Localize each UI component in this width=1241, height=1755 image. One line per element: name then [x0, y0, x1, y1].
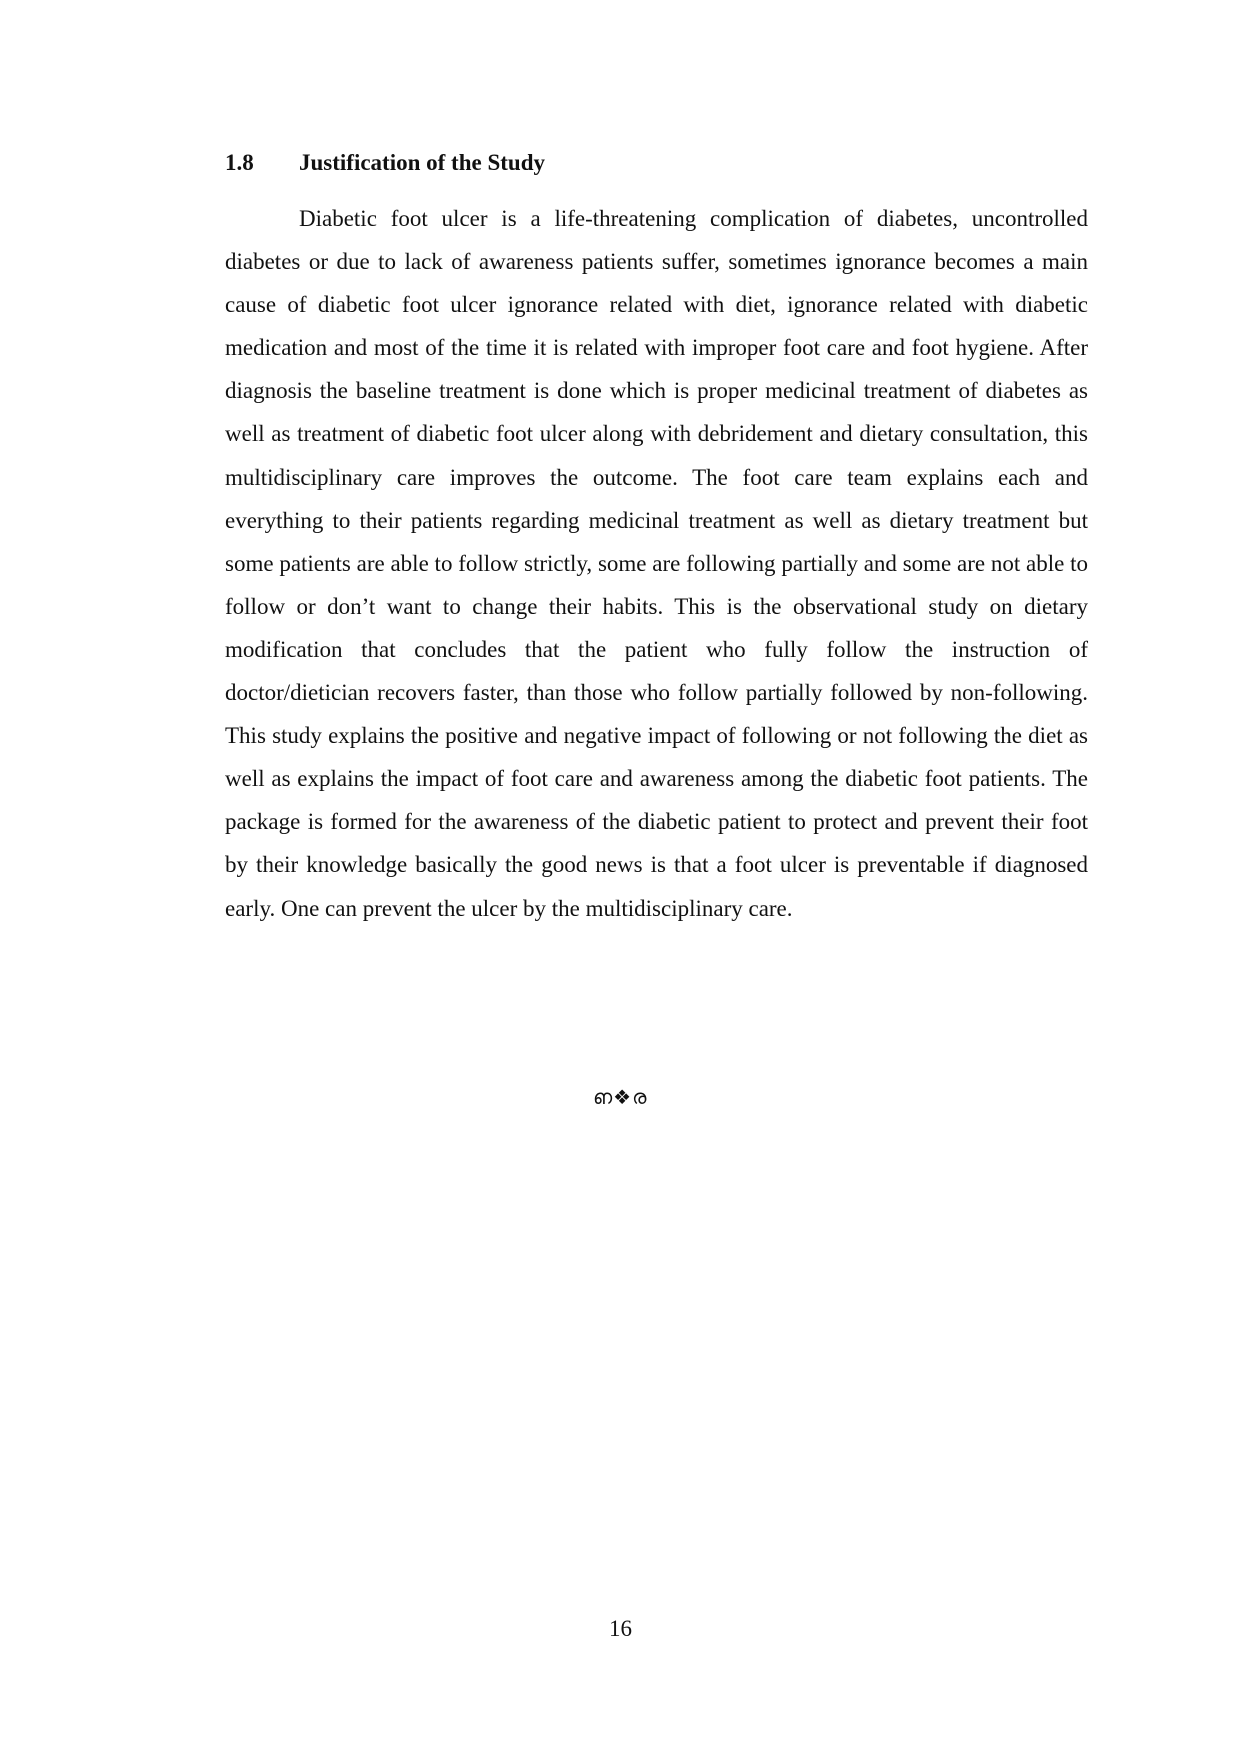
section-number: 1.8 — [225, 150, 254, 175]
section-end-ornament-icon: ഩ❖ര — [593, 1085, 648, 1109]
body-paragraph: Diabetic foot ulcer is a life-threatening complication of diabetes, uncontrolled diabetes or due to lack of awareness patients suffer, sometimes ignorance becomes a main cause of diabetic foot ulcer ignorance related with diet, ignorance related with diabetic medication and most of the time it is related with improper foot care and foot hygiene. After diagnosis the baseline treatment is done which is proper medicinal treatment of diabetes as well as treatment of diabetic foot ulcer along with debridement and dietary consultation, this multidisciplinary care improves the outcome. The foot care team explains each and everything to their patients regarding medicinal treatment as well as dietary treatment but some patients are able to follow strictly, some are following partially and some are not able to follow or don’t want to change their habits. This is the observational study on dietary modification that concludes that the patient who fully follow the instruction of doctor/dietician recovers faster, than those who follow partially followed by non-following. This study explains the positive and negative impact of following or not following the diet as well as explains the impact of foot care and awareness among the diabetic foot patients. The package is formed for the awareness of the diabetic patient to protect and prevent their foot by their knowledge basically the good news is that a foot ulcer is preventable if diagnosed early. One can prevent the ulcer by the multidisciplinary care. — [225, 206, 1088, 921]
section-heading — [225, 148, 1085, 178]
page-number: 16 — [609, 1616, 632, 1641]
section-title: Justification of the Study — [299, 150, 545, 175]
